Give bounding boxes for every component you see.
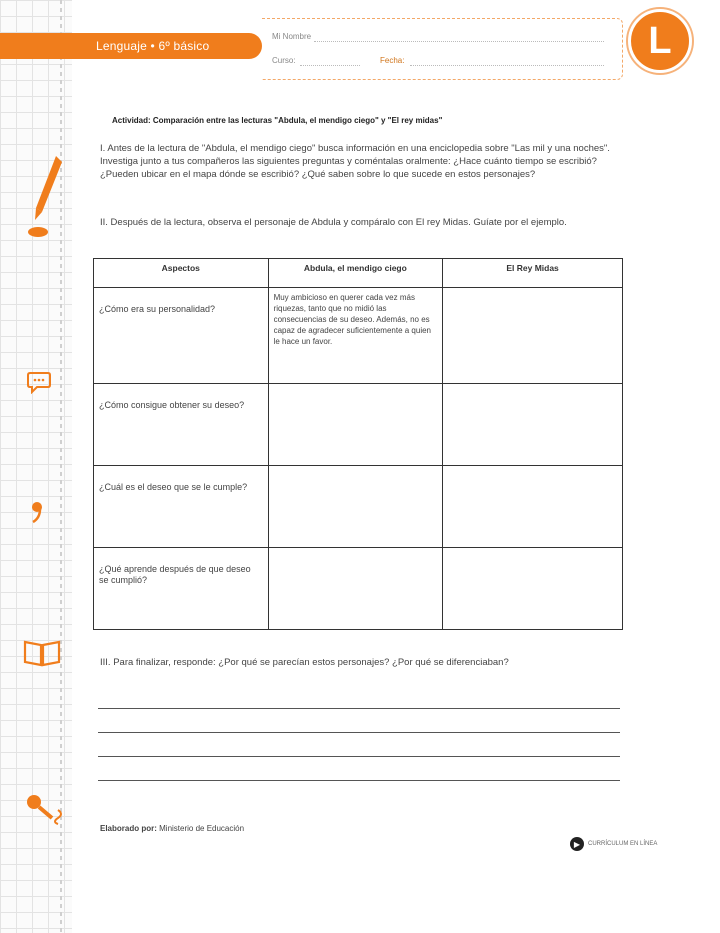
answer-line-3[interactable] xyxy=(98,756,620,757)
student-info-box xyxy=(262,18,623,80)
answer-line-2[interactable] xyxy=(98,732,620,733)
credit xyxy=(100,824,244,833)
subject-badge: L xyxy=(628,9,692,73)
column-header-midas: El Rey Midas xyxy=(443,259,623,288)
pencil-icon xyxy=(26,150,66,240)
instruction-part2: II. Después de la lectura, observa el personaje de Abdula y compáralo con El rey Midas. Guíate por el ejemplo. xyxy=(100,217,567,228)
credit-label: Elaborado por: xyxy=(100,824,157,833)
aspect-cell: ¿Cuál es el deseo que se le cumple? xyxy=(94,466,269,548)
course-label: Curso: xyxy=(272,56,296,65)
answer-line-4[interactable] xyxy=(98,780,620,781)
microphone-icon xyxy=(22,790,68,826)
play-icon: ▶ xyxy=(570,837,584,851)
name-label: Mi Nombre xyxy=(272,32,312,41)
subject-band xyxy=(0,33,262,59)
answer-line-1[interactable] xyxy=(98,708,620,709)
instruction-part3: III. Para finalizar, responde: ¿Por qué se parecían estos personajes? ¿Por qué se diferenciaban? xyxy=(100,657,509,668)
speech-bubble-icon xyxy=(26,370,52,394)
aspect-cell: ¿Cómo era su personalidad? xyxy=(94,288,269,384)
activity-title: Actividad: Comparación entre las lecturas "Abdula, el mendigo ciego" y "El rey midas" xyxy=(112,116,443,125)
midas-answer-cell[interactable] xyxy=(443,548,623,630)
aspect-cell: ¿Cómo consigue obtener su deseo? xyxy=(94,384,269,466)
book-icon xyxy=(22,636,62,668)
course-field[interactable] xyxy=(300,65,360,66)
midas-answer-cell[interactable] xyxy=(443,466,623,548)
comma-icon xyxy=(30,500,44,524)
column-header-abdula: Abdula, el mendigo ciego xyxy=(268,259,443,288)
abdula-answer-cell[interactable] xyxy=(268,384,443,466)
table-header-row xyxy=(94,259,623,288)
column-header-aspects: Aspectos xyxy=(94,259,269,288)
abdula-answer-cell[interactable] xyxy=(268,548,443,630)
midas-answer-cell[interactable] xyxy=(443,384,623,466)
table-row xyxy=(94,288,623,384)
abdula-answer-cell[interactable] xyxy=(268,466,443,548)
comparison-table xyxy=(93,258,623,630)
table-row xyxy=(94,384,623,466)
curriculum-logo xyxy=(570,837,657,851)
table-row xyxy=(94,466,623,548)
date-label: Fecha: xyxy=(380,56,405,65)
credit-value: Ministerio de Educación xyxy=(159,824,245,833)
abdula-answer-cell[interactable]: Muy ambicioso en querer cada vez más riquezas, tanto que no midió las consecuencias de su deseo. Además, no es capaz de agradecer suficientemente a quien le hace un favor. xyxy=(268,288,443,384)
subject-label: Lenguaje • 6º básico xyxy=(96,39,210,53)
table-row xyxy=(94,548,623,630)
midas-answer-cell[interactable] xyxy=(443,288,623,384)
date-field[interactable] xyxy=(410,65,604,66)
aspect-cell: ¿Qué aprende después de que deseo se cumplió? xyxy=(94,548,269,630)
logo-text: CURRÍCULUM EN LÍNEA xyxy=(588,841,658,847)
name-field[interactable] xyxy=(314,41,604,42)
instruction-part1: I. Antes de la lectura de "Abdula, el mendigo ciego" busca información en una enciclopedia sobre "Las mil y una noches". Investiga junto a tus compañeros las siguientes preguntas y coméntalas oralmente: ¿Hace cuánto tiempo se escribió? ¿Pueden ubicar en el mapa dónde se escribió? ¿Qué saben sobre lo que sucede en estos personajes? xyxy=(100,143,610,180)
